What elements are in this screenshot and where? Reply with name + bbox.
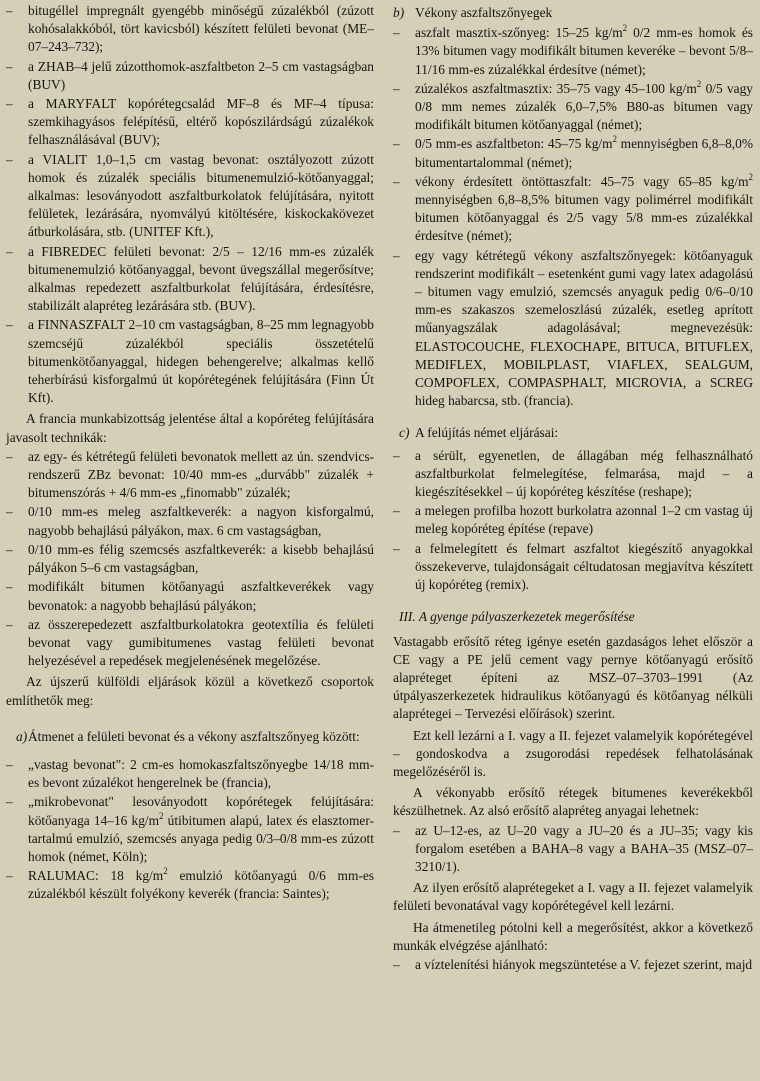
dash-bullet: – [393,25,400,41]
list-item: – egy vagy kétrétegű vékony aszfaltszőnyegek: kötőanyaguk rendszerint modifikált – esetenként gumi vagy latex adagolású – bitumen vagy emulzió, szemcsés anyaguk pedig 0/6–0/10 mm-es szakaszos szemeloszlású zúzalék, esetleg aprított műanyagszálak adagolásával; megnevezésük: ELASTOCOUCHE, FLEXOCHAPE, BITUCA, BITUFLEX, MEDIFLEX, MOBILPLAST, VIAFLEX, SEALGUM, COMPOFLEX, COMPASPHALT, MICROVIA, a SCREG hideg habarcsa, stb. (francia). [393,247,753,409]
dash-bullet: – [6,243,13,259]
list-item: – „vastag bevonat": 2 cm-es homokaszfaltszőnyegbe 14/18 mm-es bevont zúzalékot hengerelnek be (francia), [6,756,374,791]
list-item: – a felmelegített és felmart aszfaltot kiegészítő anyagokkal összekeverve, tulajdonságait céltudatosan megjavítva készített új kopóréteg (remix). [393,540,753,593]
section-heading-b: b) Vékony aszfaltszőnyegek [393,4,753,22]
list-item: – aszfalt masztix-szőnyeg: 15–25 $kg/m^2$ 0/2 mm-es homok és 13% bitumen vagy modifikált bitumen keveréke – bevont 5/8–11/16 mm-es zúzalékkal érdesítve (német); [393,23,753,77]
dash-bullet: – [393,956,400,972]
dash-bullet: – [6,151,13,167]
list-item: – a VIALIT 1,0–1,5 cm vastag bevonat: osztályozott zúzott homok és zúzalék speciális bitumenemulzió-kötőanyaggal; alkalmas: lesoványodott aszfaltburkolatok felújítására, nyitott felületek, lezárására, nyomvályú kitöltésére, kiskockakövezet átburkolására, stb. (UNITEF Kft.), [6,151,374,240]
list-item: – az egy- és kétrétegű felületi bevonatok mellett az ún. szendvics-rendszerű ZBz bevonat: 10/40 mm-es „durvább" zúzalék + bitumenszórás + 4/6 mm-es „finomabb" zúzalék; [6,448,374,501]
list-item: – RALUMAC: 18 $kg/m^2$ emulzió kötőanyagú 0/6 mm-es zúzalékból készült folyékony keverék (francia: Saintes); [6,866,375,902]
dash-bullet: – [393,503,400,519]
dash-bullet: – [6,868,13,884]
list-item: – 0/10 mm-es félig szemcsés aszfaltkeverék: a kisebb behajlású pályákon 5–6 cm vastagságban, [6,541,374,576]
dash-bullet: – [6,317,13,333]
dash-bullet: – [393,247,400,263]
dash-bullet: – [6,579,13,595]
list-item: – 0/10 mm-es meleg aszfaltkeverék: a nagyon kisforgalmú, nagyobb behajlású pályákon, max. 6 cm vastagságban, [6,504,374,538]
dash-bullet: – [6,3,13,18]
right-column [393,2,753,975]
dash-bullet: – [6,541,13,557]
list-item: – a sérült, egyenetlen, de állagában még felhasználható aszfaltburkolat felmelegítése, felmarása, majd – a kiegészítésekkel – új kopóréteg készítése (reshape); [393,447,753,500]
chapter-title: III. A gyenge pályaszerkezetek megerősítése [399,609,635,625]
paragraph: Ha átmenetileg pótolni kell a megerősítést, akkor a következő munkák elvégzése ajánlható: [393,919,753,953]
list-item: – bitugéllel impregnált gyengébb minőségű zúzalékból (zúzott kohósalakkóból, tört kavicsból) készített felületi bevonat (ME–07–243–732); [6,3,374,55]
dash-bullet: – [393,173,400,189]
paragraph: Ezt kell lezárni a I. vagy a II. fejezet valamelyik kopórétegével – gondoskodva a zsugorodási repedések felhatolásának megelőzéséről is. [393,727,753,779]
paragraph-french-techniques: A francia munkabizottság jelentése által a kopóréteg felújítására javasolt technikák: [6,411,374,445]
list-item: – a víztelenítési hiányok megszüntetése a V. fejezet szerint, majd [393,956,753,974]
dash-bullet: – [393,136,400,152]
left-column [6,2,374,905]
list-item: – a ZHAB–4 jelű zúzotthomok-aszfaltbeton 2–5 cm vastagságban (BUV) [6,58,374,92]
dash-bullet: – [6,616,13,632]
dash-bullet: – [393,822,400,838]
dash-bullet: – [6,756,13,772]
list-item: – a FIBREDEC felületi bevonat: 2/5 – 12/16 mm-es zúzalék bitumenemulzió kötőanyaggal, bevont üvegszállal megerősítve; alkalmas repedezett aszfaltburkolat felújítására, érdesítésre, stabilizált alapréteg lezárására stb. (BUV). [6,243,374,314]
paragraph: Az ilyen erősítő alaprétegeket a I. vagy a II. fejezet valamelyik felületi bevonatával vagy kopórétegével kell lezárni. [393,880,753,914]
list-item: – a FINNASZFALT 2–10 cm vastagságban, 8–25 mm legnagyobb szemcséjű zúzalékból speciális összetételű bitumenkötőanyaggal, hidegen behengerelve; alkalmas kellő teherbírású kisforgalmú út kopórétegének felújítására (Finn Út Kft). [6,317,374,406]
list-item: – 0/5 mm-es aszfaltbeton: 45–75 $kg/m^2$ mennyiségben 6,8–8,0% bitumentartalommal (német); [393,134,753,170]
dash-bullet: – [6,58,13,74]
list-item: – a melegen profilba hozott burkolatra azonnal 1–2 cm vastag új meleg kopóréteg építése (repave) [393,503,753,537]
list-item: – az U–12-es, az U–20 vagy a JU–20 és a JU–35; vagy kis forgalom esetében a BAHA–8 vagy a BAHA–35 (MSZ–07–3210/1). [393,822,753,874]
list-item: – a MARYFALT kopórétegcsalád MF–8 és MF–4 típusa: szemkihagyásos felépítésű, eltérő kopószilárdságú zúzalékok felhasználásával (BUV); [6,96,374,148]
dash-bullet: – [6,794,13,810]
dash-bullet: – [393,540,400,556]
section-heading-a: a) Átmenet a felületi bevonat és a vékony aszfaltszőnyeg között: [6,728,374,746]
list-item: – zúzalékos aszfaltmasztix: 35–75 vagy 45–100 $kg/m^2$ 0/5 vagy 0/8 mm nemes zúzalék 6,0–7,5% B80-as bitumen vagy modifikált bitumen kötőanyaggal (német); [393,78,754,133]
dash-bullet: – [393,447,400,463]
list-item: – modifikált bitumen kötőanyagú aszfaltkeverékek vagy bevonatok: a nagyobb behajlású pályákon; [6,579,374,613]
list-item: – vékony érdesített öntöttaszfalt: 45–75 vagy 65–85 $kg/m^2$ mennyiségben 6,8–8,5% bitumen vagy polimérrel modifikált bitumen kötőanyaggal és 2/5 vagy 5/8 mm-es zúzalékkal érdesítve (német); [393,171,753,244]
list-item: – „mikrobevonat" lesoványodott kopórétegek felújítására: kötőanyaga 14–16 $kg/m^2$ útibitumen alapú, latex és elasztomer-tartalmú emulzió, szemcsés anyaga pedig 0/3–0/8 mm-es zúzott homok (német, Köln); [6,794,374,864]
section-heading-c: c) A felújítás német eljárásai: [393,424,753,442]
section-letter: c) [399,425,410,441]
paragraph: Vastagabb erősítő réteg igénye esetén gazdaságos lehet először a CE vagy a PE jelű cement vagy pernye kötőanyagú erősítő alapréteget építeni az MSZ–07–3703–1991 (Az útpályaszerkezetek hidraulikus kötőanyagú és kötőanyag nélküli alaprétegei – Tervezési előírások) szerint. [393,633,753,722]
dash-bullet: – [6,96,13,112]
dash-bullet: – [393,80,400,96]
dash-bullet: – [6,448,13,464]
paragraph-foreign-methods: Az újszerű külföldi eljárások közül a következő csoportok említhetők meg: [6,674,374,708]
section-letter: b) [393,5,405,20]
section-letter: a) [16,728,28,744]
dash-bullet: – [6,504,13,520]
paragraph: A vékonyabb erősítő rétegek bitumenes keverékekből készülhetnek. Az alsó erősítő alapréteg anyagai lehetnek: [393,785,753,819]
list-item: – az összerepedezett aszfaltburkolatokra geotextília és felületi bevonat vagy gumibitumenes vastag felületi bevonat helyezésével a repedések megjelenésének megelőzése. [6,616,374,669]
